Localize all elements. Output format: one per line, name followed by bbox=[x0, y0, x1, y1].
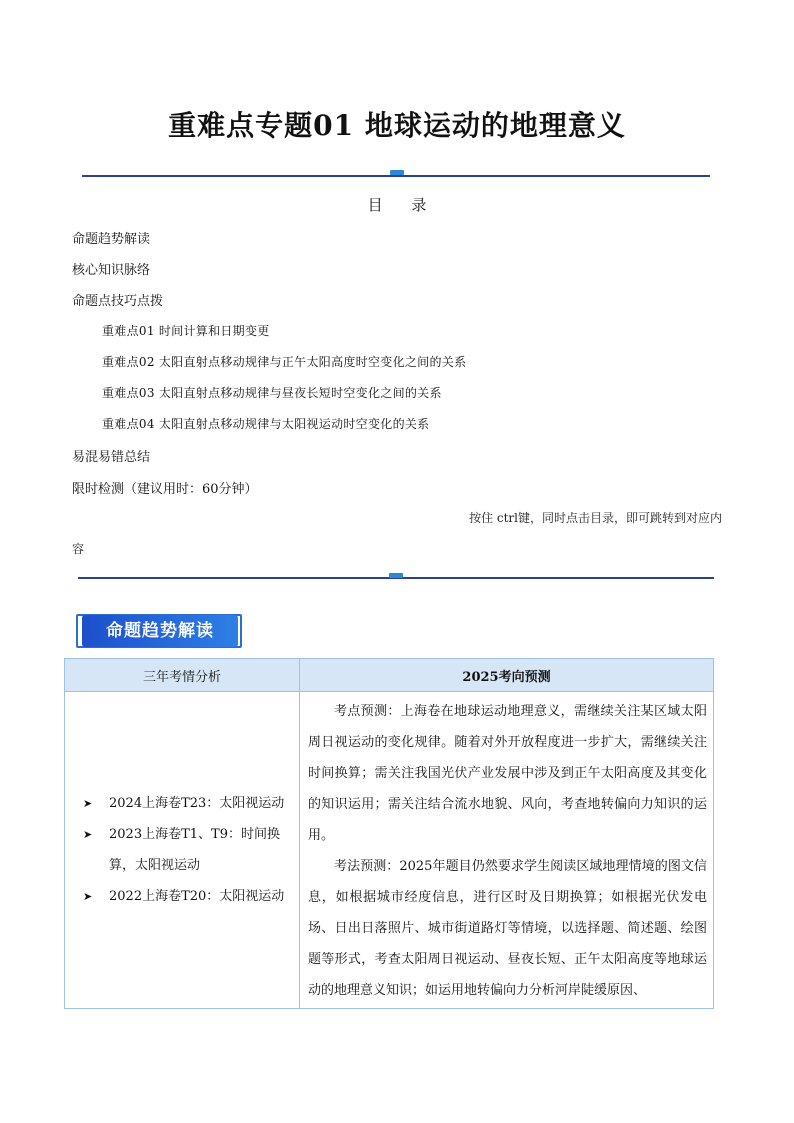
toc-heading bbox=[0, 194, 794, 215]
divider-mark bbox=[389, 573, 403, 578]
toc-link[interactable]: 易混易错总结 bbox=[72, 450, 151, 465]
toc-link[interactable]: 命题趋势解读 bbox=[72, 232, 151, 247]
list-item: ➤ 2023上海卷T1、T9：时间换算，太阳视运动 bbox=[65, 819, 299, 881]
toc-sublink[interactable]: 重难点01 时间计算和日期变更 bbox=[102, 324, 270, 338]
page-title: 重难点专题01 地球运动的地理意义 bbox=[168, 109, 626, 142]
toc-heading-char: 目 bbox=[367, 196, 383, 214]
toc-link[interactable]: 核心知识脉络 bbox=[72, 263, 151, 278]
toc-sublink[interactable]: 重难点03 太阳直射点移动规律与昼夜长短时空变化之间的关系 bbox=[102, 386, 442, 400]
exam-analysis-cell bbox=[65, 692, 300, 1009]
forecast-cell bbox=[300, 692, 714, 1009]
toc-sublink[interactable]: 重难点02 太阳直射点移动规律与正午太阳高度时空变化之间的关系 bbox=[102, 355, 467, 369]
arrow-bullet-icon: ➤ bbox=[83, 797, 93, 810]
toc-sublink[interactable]: 重难点04 太阳直射点移动规律与太阳视运动时空变化的关系 bbox=[102, 417, 430, 431]
toc-note: 按住 ctrl键，同时点击目录，即可跳转到对应内 bbox=[469, 511, 722, 525]
toc-link[interactable]: 限时检测（建议用时：60分钟） bbox=[72, 482, 258, 497]
banner-label: 命题趋势解读 bbox=[82, 615, 238, 647]
list-item: ➤ 2022上海卷T20：太阳视运动 bbox=[65, 881, 299, 912]
forecast-paragraph: 考法预测：2025年题目仍然要求学生阅读区域地理情境的图文信息，如根据城市经度信息，进行区时及日期换算；如根据光伏发电场、日出日落照片、城市街道路灯等情境，以选择题、简述题、绘图题等形式，考查太阳周日视运动、昼夜长短、正午太阳高度等地球运动的地理意义知识；如运用地转偏向力分析河岸陡缓原因、 bbox=[308, 859, 707, 998]
table-header: 三年考情分析 bbox=[65, 659, 300, 692]
arrow-bullet-icon: ➤ bbox=[83, 890, 93, 903]
table-header: 2025考向预测 bbox=[300, 659, 714, 692]
toc-heading-char: 录 bbox=[411, 196, 427, 214]
toc-note-tail: 容 bbox=[72, 542, 85, 556]
divider-mark bbox=[390, 170, 404, 175]
section-banner bbox=[76, 606, 244, 648]
arrow-bullet-icon: ➤ bbox=[83, 828, 93, 841]
table-row bbox=[65, 692, 714, 1009]
forecast-paragraph: 考点预测：上海卷在地球运动地理意义，需继续关注某区域太阳周日视运动的变化规律。随着对外开放程度进一步扩大，需继续关注时间换算；需关注我国光伏产业发展中涉及到正午太阳高度及其变化的知识运用；需关注结合流水地貌、风向，考查地转偏向力知识的运用。 bbox=[308, 704, 707, 843]
toc-link[interactable]: 命题点技巧点拨 bbox=[72, 294, 164, 309]
trend-table bbox=[64, 658, 714, 1009]
list-item: ➤ 2024上海卷T23：太阳视运动 bbox=[65, 788, 299, 819]
table-header-row bbox=[65, 659, 714, 692]
exam-list bbox=[65, 788, 299, 912]
title-divider bbox=[82, 175, 710, 177]
